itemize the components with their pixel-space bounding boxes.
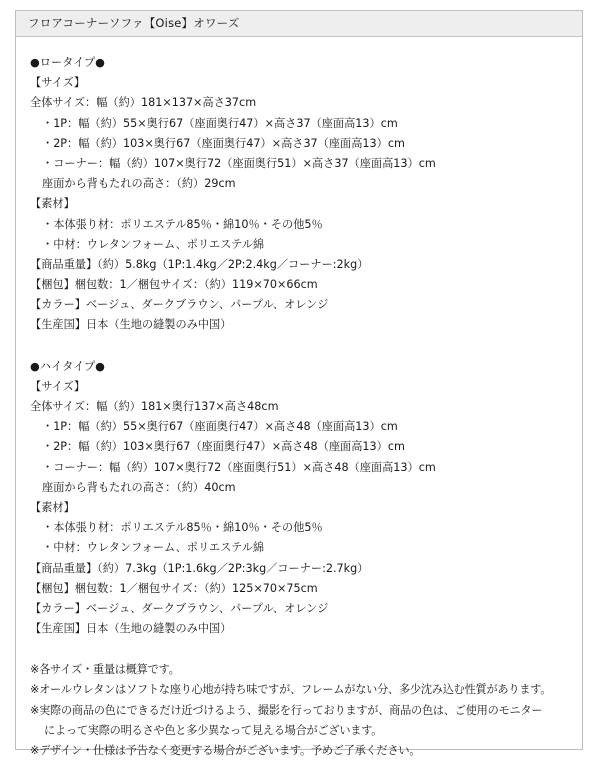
low-type-section bbox=[30, 53, 582, 336]
high-filling: ・中材：ウレタンフォーム、ポリエステル綿 bbox=[42, 541, 265, 555]
high-size-2p: ・2P：幅（約）103×奥行67（座面奥行47）×高さ48（座面高13）cm bbox=[42, 440, 405, 454]
low-weight: 【商品重量】（約）5.8kg（1P:1.4kg／2P:2.4kg／コーナー:2kg） bbox=[30, 257, 369, 271]
high-package: 【梱包】梱包数：1／梱包サイズ：（約）125×70×75cm bbox=[30, 581, 318, 595]
high-size-corner: ・コーナー：幅（約）107×奥行72（座面奥行51）×高さ48（座面高13）cm bbox=[42, 460, 436, 474]
low-origin: 【生産国】日本（生地の縫製のみ中国） bbox=[30, 318, 232, 332]
spec-panel bbox=[15, 10, 583, 757]
note-color-cont: によって実際の明るさや色と多少異なって見える場合がございます。 bbox=[44, 723, 383, 737]
low-size-1p: ・1P：幅（約）55×奥行67（座面奥行47）×高さ37（座面高13）cm bbox=[42, 116, 398, 130]
note-design-change: ※デザイン・仕様は予告なく変更する場合がございます。予めご了承ください。 bbox=[30, 744, 421, 757]
low-material-label: 【素材】 bbox=[30, 197, 75, 211]
low-filling: ・中材：ウレタンフォーム、ポリエステル綿 bbox=[42, 237, 265, 251]
high-size-1p: ・1P：幅（約）55×奥行67（座面奥行47）×高さ48（座面高13）cm bbox=[42, 420, 398, 434]
high-overall-size: 全体サイズ：幅（約）181×奥行137×高さ48cm bbox=[30, 400, 279, 413]
high-upholstery: ・本体張り材：ポリエステル85％・綿10％・その他5％ bbox=[42, 521, 323, 535]
high-size-label: 【サイズ】 bbox=[30, 379, 86, 393]
note-urethane: ※オールウレタンはソフトな座り心地が持ち味ですが、フレームがない分、多少沈み込む性質があります。 bbox=[30, 683, 552, 697]
high-weight: 【商品重量】（約）7.3kg（1P:1.6kg／2P:3kg／コーナー:2.7kg） bbox=[30, 561, 369, 575]
panel-title: フロアコーナーソファ【Oise】オワーズ bbox=[16, 11, 582, 37]
high-origin: 【生産国】日本（生地の縫製のみ中国） bbox=[30, 622, 232, 636]
section-spacer bbox=[30, 639, 582, 660]
low-type-heading: ●ロータイプ● bbox=[30, 56, 105, 69]
spec-content bbox=[16, 37, 582, 761]
low-color: 【カラー】ベージュ、ダークブラウン、パープル、オレンジ bbox=[30, 298, 329, 312]
low-upholstery: ・本体張り材：ポリエステル85％・綿10％・その他5％ bbox=[42, 217, 323, 231]
low-back-height: 座面から背もたれの高さ：（約）29cm bbox=[42, 177, 236, 191]
note-approx: ※各サイズ・重量は概算です。 bbox=[30, 663, 180, 677]
low-size-2p: ・2P：幅（約）103×奥行67（座面奥行47）×高さ37（座面高13）cm bbox=[42, 136, 405, 150]
low-package: 【梱包】梱包数：1／梱包サイズ：（約）119×70×66cm bbox=[30, 278, 318, 292]
high-back-height: 座面から背もたれの高さ：（約）40cm bbox=[42, 480, 236, 494]
low-overall-size: 全体サイズ：幅（約）181×137×高さ37cm bbox=[30, 96, 257, 110]
high-type-heading: ●ハイタイプ● bbox=[30, 359, 105, 373]
note-color: ※実際の商品の色にできるだけ近づけるよう、撮影を行っておりますが、商品の色は、ご使用のモニター bbox=[30, 703, 543, 717]
low-size-label: 【サイズ】 bbox=[30, 76, 86, 90]
section-spacer bbox=[30, 336, 582, 357]
notes-section bbox=[30, 660, 582, 761]
high-color: 【カラー】ベージュ、ダークブラウン、パープル、オレンジ bbox=[30, 601, 329, 615]
high-material-label: 【素材】 bbox=[30, 500, 75, 514]
low-size-corner: ・コーナー：幅（約）107×奥行72（座面奥行51）×高さ37（座面高13）cm bbox=[42, 156, 436, 170]
high-type-section bbox=[30, 357, 582, 640]
